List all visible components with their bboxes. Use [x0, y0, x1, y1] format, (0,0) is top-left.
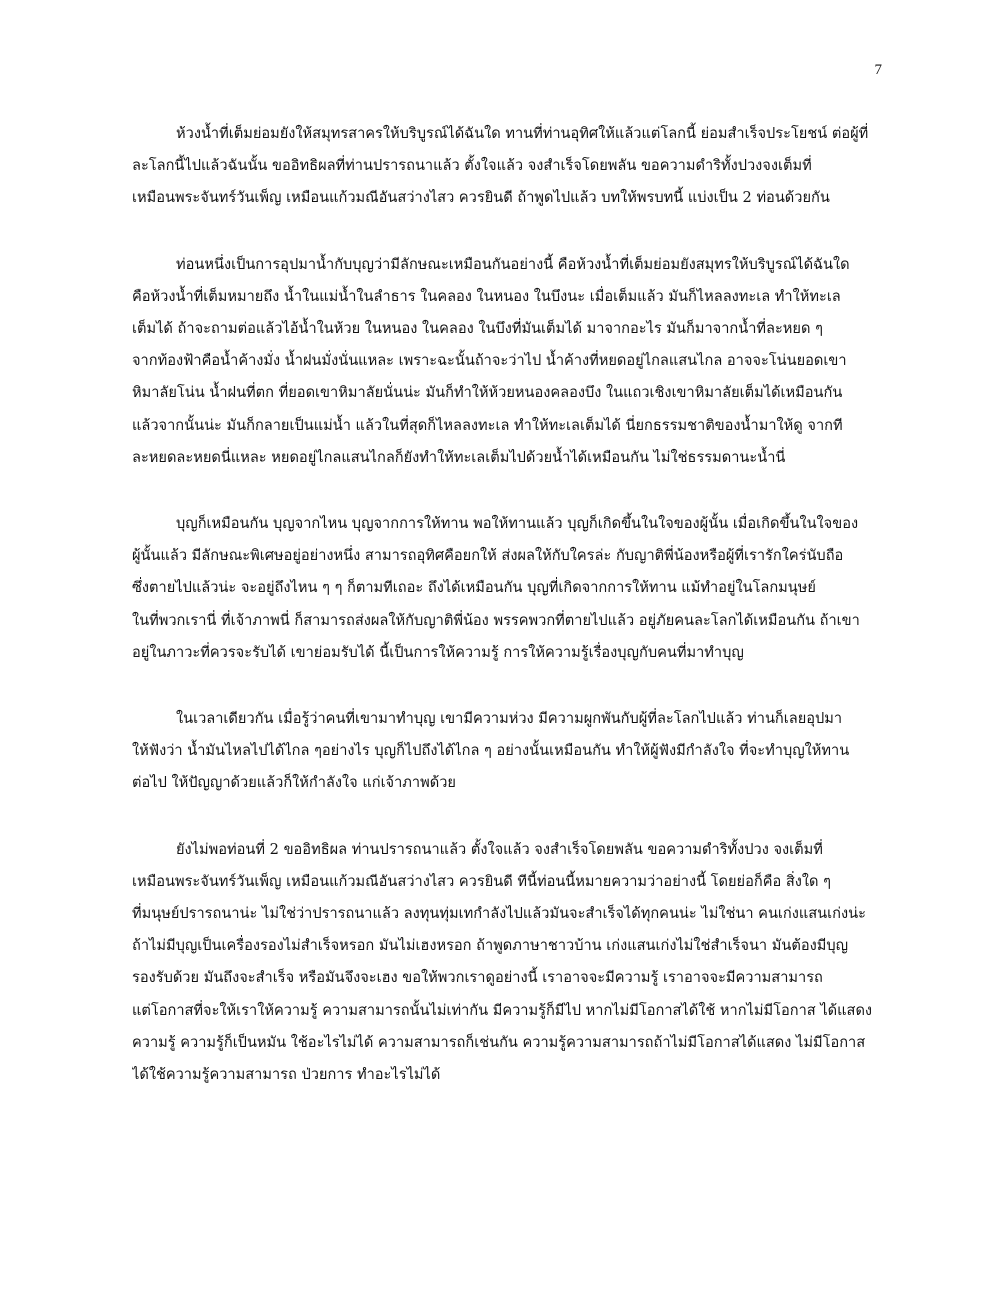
text-line: ละหยดละหยดนี่แหละ หยดอยู่ไกลแสนไกลก็ยังทำให้ทะเลเต็มไปด้วยน้ำได้เหมือนกัน ไม่ใช่ธรรมดานะน้ำนี่	[132, 448, 786, 466]
text-line: ความรู้ ความรู้ก็เป็นหมัน ใช้อะไรไม่ได้ ความสามารถก็เช่นกัน ความรู้ความสามารถถ้าไม่มีโอกาสได้แสดง ไม่มีโอกาส	[132, 1033, 866, 1051]
paragraph-1	[132, 118, 892, 215]
text-line: ในเวลาเดียวกัน เมื่อรู้ว่าคนที่เขามาทำบุญ เขามีความห่วง มีความผูกพันกับผู้ที่ละโลกไปแล้ว ท่านก็เลยอุปมา	[176, 710, 843, 728]
text-line: จากท้องฟ้าคือน้ำค้างมั่ง น้ำฝนมั่งนั่นแหละ เพราะฉะนั้นถ้าจะว่าไป น้ำค้างที่หยดอยู่ไกลแสนไกล อาจจะโน่นยอดเขา	[132, 352, 847, 370]
paragraph-3	[132, 508, 892, 669]
text-line: ละโลกนี้ไปแล้วฉันนั้น ขออิทธิผลที่ท่านปรารถนาแล้ว ตั้งใจแล้ว จงสำเร็จโดยพลัน ขอความดำริทั้งปวงจงเต็มที่	[132, 157, 812, 175]
text-line: ผู้นั้นแล้ว มีลักษณะพิเศษอยู่อย่างหนึ่ง สามารถอุทิศคือยกให้ ส่งผลให้กับใครล่ะ กับญาติพี่น้องหรือผู้ที่เรารักใคร่นับถือ	[132, 547, 844, 565]
text-line: ถ้าไม่มีบุญเป็นเครื่องรองไม่สำเร็จหรอก มันไม่เฮงหรอก ถ้าพูดภาษาชาวบ้าน เก่งแสนเก่งไม่ใช่สำเร็จนา มันต้องมีบุญ	[132, 937, 849, 955]
text-line: เต็มได้ ถ้าจะถามต่อแล้วไอ้น้ำในห้วย ในหนอง ในคลอง ในบึงที่มันเต็มได้ มาจากอะไร มันก็มาจากน้ำที่ละหยด ๆ	[132, 320, 823, 338]
text-line: ท่อนหนึ่งเป็นการอุปมาน้ำกับบุญว่ามีลักษณะเหมือนกันอย่างนี้ คือห้วงน้ำที่เต็มย่อมยังสมุทรให้บริบูรณ์ได้ฉันใด	[176, 255, 850, 273]
text-line: หิมาลัยโน่น น้ำฝนที่ตก ที่ยอดเขาหิมาลัยนั่นน่ะ มันก็ทำให้ห้วยหนองคลองบึง ในแถวเชิงเขาหิมาลัยเต็มได้เหมือนกัน	[132, 384, 843, 402]
text-line: คือห้วงน้ำที่เต็มหมายถึง น้ำในแม่น้ำในลำธาร ในคลอง ในหนอง ในบึงนะ เมื่อเต็มแล้ว มันก็ไหลลงทะเล ทำให้ทะเล	[132, 287, 841, 305]
text-line: เหมือนพระจันทร์วันเพ็ญ เหมือนแก้วมณีอันสว่างไสว ควรยินดี ทีนี้ท่อนนี้หมายความว่าอย่างนี้ โดยย่อก็คือ สิ่งใด ๆ	[132, 872, 831, 890]
text-line: ได้ใช้ความรู้ความสามารถ ป่วยการ ทำอะไรไม่ได้	[132, 1066, 441, 1084]
text-line: แล้วจากนั้นน่ะ มันก็กลายเป็นแม่น้ำ แล้วในที่สุดก็ไหลลงทะเล ทำให้ทะเลเต็มได้ นี่ยกธรรมชาติของน้ำมาให้ดู จากที	[132, 416, 843, 434]
text-line: ต่อไป ให้ปัญญาด้วยแล้วก็ให้กำลังใจ แก่เจ้าภาพด้วย	[132, 774, 456, 792]
paragraph-2	[132, 249, 892, 474]
text-line: ให้ฟังว่า น้ำมันไหลไปได้ไกล ๆอย่างไร บุญก็ไปถึงได้ไกล ๆ อย่างนั้นเหมือนกัน ทำให้ผู้ฟังมีกำลังใจ ที่จะทำบุญให้ทาน	[132, 742, 850, 760]
text-line: ที่มนุษย์ปรารถนาน่ะ ไม่ใช่ว่าปรารถนาแล้ว ลงทุนทุ่มเทกำลังไปแล้วมันจะสำเร็จได้ทุกคนน่ะ ไม่ใช่นา คนเก่งแสนเก่งน่ะ	[132, 905, 866, 923]
text-line: เหมือนพระจันทร์วันเพ็ญ เหมือนแก้วมณีอันสว่างไสว ควรยินดี ถ้าพูดไปแล้ว บทให้พรบทนี้ แบ่งเป็น 2 ท่อนด้วยกัน	[132, 189, 830, 207]
text-line: บุญก็เหมือนกัน บุญจากไหน บุญจากการให้ทาน พอให้ทานแล้ว บุญก็เกิดขึ้นในใจของผู้นั้น เมื่อเกิดขึ้นในใจของ	[176, 515, 859, 533]
page-number: 7	[874, 62, 882, 78]
text-line: ในที่พวกเรานี่ ที่เจ้าภาพนี่ ก็สามารถส่งผลให้กับญาติพี่น้อง พรรคพวกที่ตายไปแล้ว อยู่ภัยคนละโลกได้เหมือนกัน ถ้าเขา	[132, 611, 860, 629]
body-text	[132, 118, 892, 1125]
paragraph-5	[132, 834, 892, 1092]
text-line: ห้วงน้ำที่เต็มย่อมยังให้สมุทรสาครให้บริบูรณ์ได้ฉันใด ทานที่ท่านอุทิศให้แล้วแต่โลกนี้ ย่อมสำเร็จประโยชน์ ต่อผู้ที่	[176, 125, 869, 142]
text-line: ซึ่งตายไปแล้วน่ะ จะอยู่ถึงไหน ๆ ๆ ก็ตามทีเถอะ ถึงได้เหมือนกัน บุญที่เกิดจากการให้ทาน แม้ทำอยู่ในโลกมนุษย์	[132, 579, 816, 597]
text-line: รองรับด้วย มันถึงจะสำเร็จ หรือมันจึงจะเฮง ขอให้พวกเราดูอย่างนี้ เราอาจจะมีความรู้ เราอาจจะมีความสามารถ	[132, 969, 823, 987]
paragraph-4	[132, 703, 892, 800]
text-line: ยังไม่พอท่อนที่ 2 ขออิทธิผล ท่านปรารถนาแล้ว ตั้งใจแล้ว จงสำเร็จโดยพลัน ขอความดำริทั้งปวง จงเต็มที่	[176, 840, 823, 858]
text-line: แต่โอกาสที่จะให้เราให้ความรู้ ความสามารถนั้นไม่เท่ากัน มีความรู้ก็มีไป หากไม่มีโอกาสได้ใช้ หากไม่มีโอกาส ได้แสดง	[132, 1001, 873, 1019]
text-line: อยู่ในภาวะที่ควรจะรับได้ เขาย่อมรับได้ นี้เป็นการให้ความรู้ การให้ความรู้เรื่องบุญกับคนที่มาทำบุญ	[132, 643, 744, 661]
